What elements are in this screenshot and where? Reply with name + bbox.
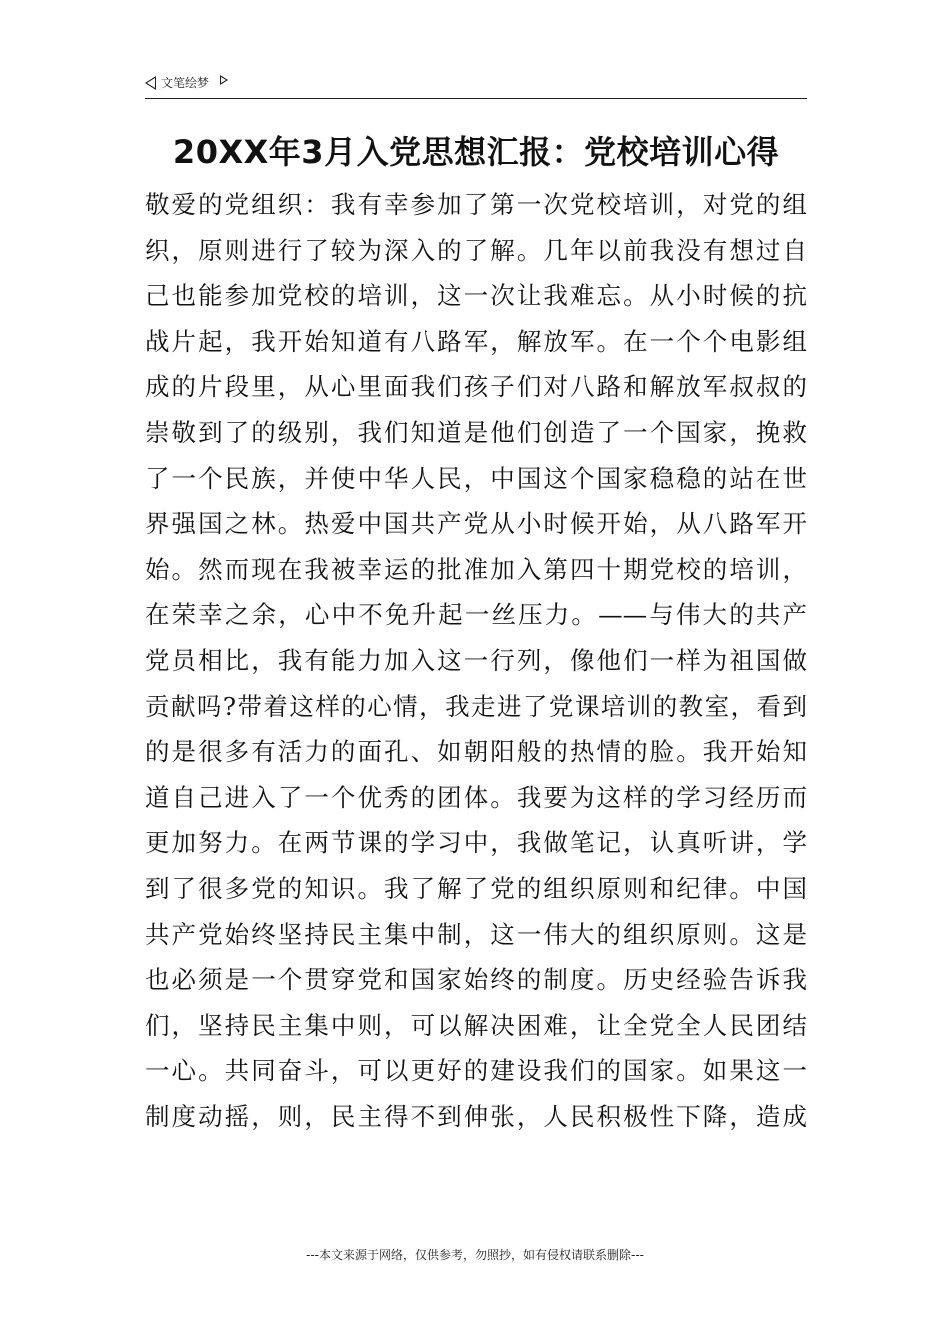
body-line: 界强国之林。热爱中国共产党从小时候开始，从八路军开	[145, 509, 807, 539]
body-line: 在荣幸之余，心中不免升起一丝压力。——与伟大的共产	[145, 600, 807, 630]
body-line: 道自己进入了一个优秀的团体。我要为这样的学习经历而	[145, 782, 807, 812]
body-line: 贡献吗?带着这样的心情，我走进了党课培训的教室，看到	[145, 691, 807, 721]
body-line: 了一个民族，并使中华人民，中国这个国家稳稳的站在世	[145, 463, 807, 493]
body-line: 织，原则进行了较为深入的了解。几年以前我没有想过自	[145, 235, 807, 265]
body-line: 共产党始终坚持民主集中制，这一伟大的组织原则。这是	[145, 919, 807, 949]
body-line: 制度动摇，则，民主得不到伸张，人民积极性下降，造成	[145, 1101, 807, 1131]
body-line: 更加努力。在两节课的学习中，我做笔记，认真听讲，学	[145, 828, 807, 858]
body-line: 到了很多党的知识。我了解了党的组织原则和纪律。中国	[145, 873, 807, 903]
body-line: 战片起，我开始知道有八路军，解放军。在一个个电影组	[145, 326, 807, 356]
header-label: 文笔绘梦	[161, 76, 210, 90]
footer-disclaimer: ---本文来源于网络，仅供参考，勿照抄，如有侵权请联系删除---	[306, 1248, 644, 1262]
body-line: 也必须是一个贯穿党和国家始终的制度。历史经验告诉我	[145, 965, 807, 995]
body-line: 成的片段里，从心里面我们孩子们对八路和解放军叔叔的	[145, 372, 807, 402]
body-line: 己也能参加党校的培训，这一次让我难忘。从小时候的抗	[145, 281, 807, 311]
triangle-left-icon	[145, 76, 156, 90]
body-line: 一心。共同奋斗，可以更好的建设我们的国家。如果这一	[145, 1056, 807, 1086]
body-line: 敬爱的党组织：我有幸参加了第一次党校培训，对党的组	[145, 190, 807, 219]
page-header	[145, 74, 807, 99]
body-line: 们，坚持民主集中则，可以解决困难，让全党全人民团结	[145, 1010, 807, 1040]
body-line: 崇敬到了的级别，我们知道是他们创造了一个国家，挽救	[145, 417, 807, 447]
document-body	[145, 182, 807, 1139]
body-line: 党员相比，我有能力加入这一行列，像他们一样为祖国做	[145, 645, 807, 675]
body-line: 始。然而现在我被幸运的批准加入第四十期党校的培训，	[145, 554, 807, 584]
document-title: 20XX年3月入党思想汇报：党校培训心得	[172, 133, 780, 171]
body-line: 的是很多有活力的面孔、如朝阳般的热情的脸。我开始知	[145, 737, 807, 767]
triangle-right-icon	[220, 75, 228, 85]
header-brand	[145, 74, 228, 91]
